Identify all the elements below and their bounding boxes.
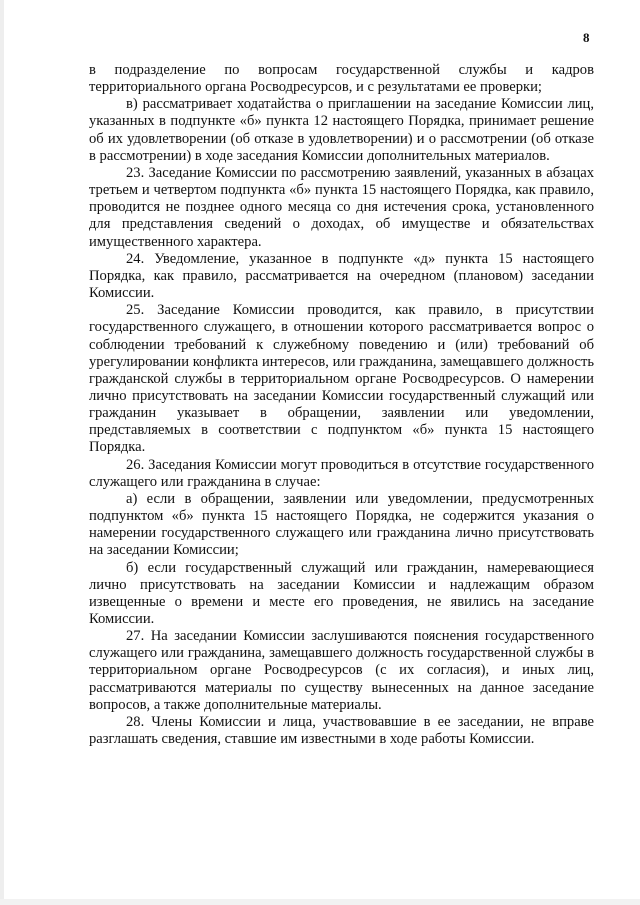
scan-left-edge <box>0 0 4 905</box>
paragraph-23: 23. Заседание Комиссии по рассмотрению заявлений, указанных в абзацах третьем и четвертом подпункта «б» пункта 15 настоящего Порядка, как правило, проводится не позднее одного месяца со дня истечения срока, установленного для представления сведений о доходах, об имуществе и обязательствах имущественного характера. <box>89 164 594 250</box>
document-body <box>89 62 594 748</box>
paragraph-25: 25. Заседание Комиссии проводится, как правило, в присутствии государственного служащего, в отношении которого рассматривается вопрос о соблюдении требований к служебному поведению и (или) требований об урегулировании конфликта интересов, или гражданина, замещавшего должность гражданской службы в территориальном органе Росводресурсов. О намерении лично присутствовать на заседании Комиссии государственный служащий или гражданин указывает в обращении, заявлении или уведомлении, представляемых в соответствии с подпунктом «б» пункта 15 настоящего Порядка. <box>89 302 594 456</box>
paragraph-26b: б) если государственный служащий или гражданин, намеревающиеся лично присутствовать на заседании Комиссии и надлежащим образом извещенные о времени и месте его проведения, не явились на заседание Комиссии. <box>89 559 594 627</box>
paragraph-22v: в) рассматривает ходатайства о приглашении на заседание Комиссии лиц, указанных в подпункте «б» пункта 12 настоящего Порядка, принимает решение об их удовлетворении (об отказе в удовлетворении) и о рассмотрении (об отказе в рассмотрении) в ходе заседания Комиссии дополнительных материалов. <box>89 96 594 164</box>
paragraph-27: 27. На заседании Комиссии заслушиваются пояснения государственного служащего или гражданина, замещавшего должность государственной службы в территориальном органе Росводресурсов (с их согласия), и иных лиц, рассматриваются материалы по существу вынесенных на данное заседание вопросов, а также дополнительные материалы. <box>89 628 594 713</box>
paragraph-26a: а) если в обращении, заявлении или уведомлении, предусмотренных подпунктом «б» пункта 15 настоящего Порядка, не содержится указания о намерении государственного служащего или гражданина лично присутствовать на заседании Комиссии; <box>89 490 594 559</box>
page-number: 8 <box>583 30 590 45</box>
paragraph-26: 26. Заседания Комиссии могут проводиться в отсутствие государственного служащего или гражданина в случае: <box>89 456 594 490</box>
scan-bottom-edge <box>0 899 640 905</box>
paragraph-24: 24. Уведомление, указанное в подпункте «д» пункта 15 настоящего Порядка, как правило, рассматривается на очередном (плановом) заседании Комиссии. <box>89 250 594 302</box>
paragraph-28: 28. Члены Комиссии и лица, участвовавшие в ее заседании, не вправе разглашать сведения, ставшие им известными в ходе работы Комиссии. <box>89 713 594 748</box>
paragraph-continuation: в подразделение по вопросам государственной службы и кадров территориального органа Росводресурсов, и с результатами ее проверки; <box>89 62 594 96</box>
